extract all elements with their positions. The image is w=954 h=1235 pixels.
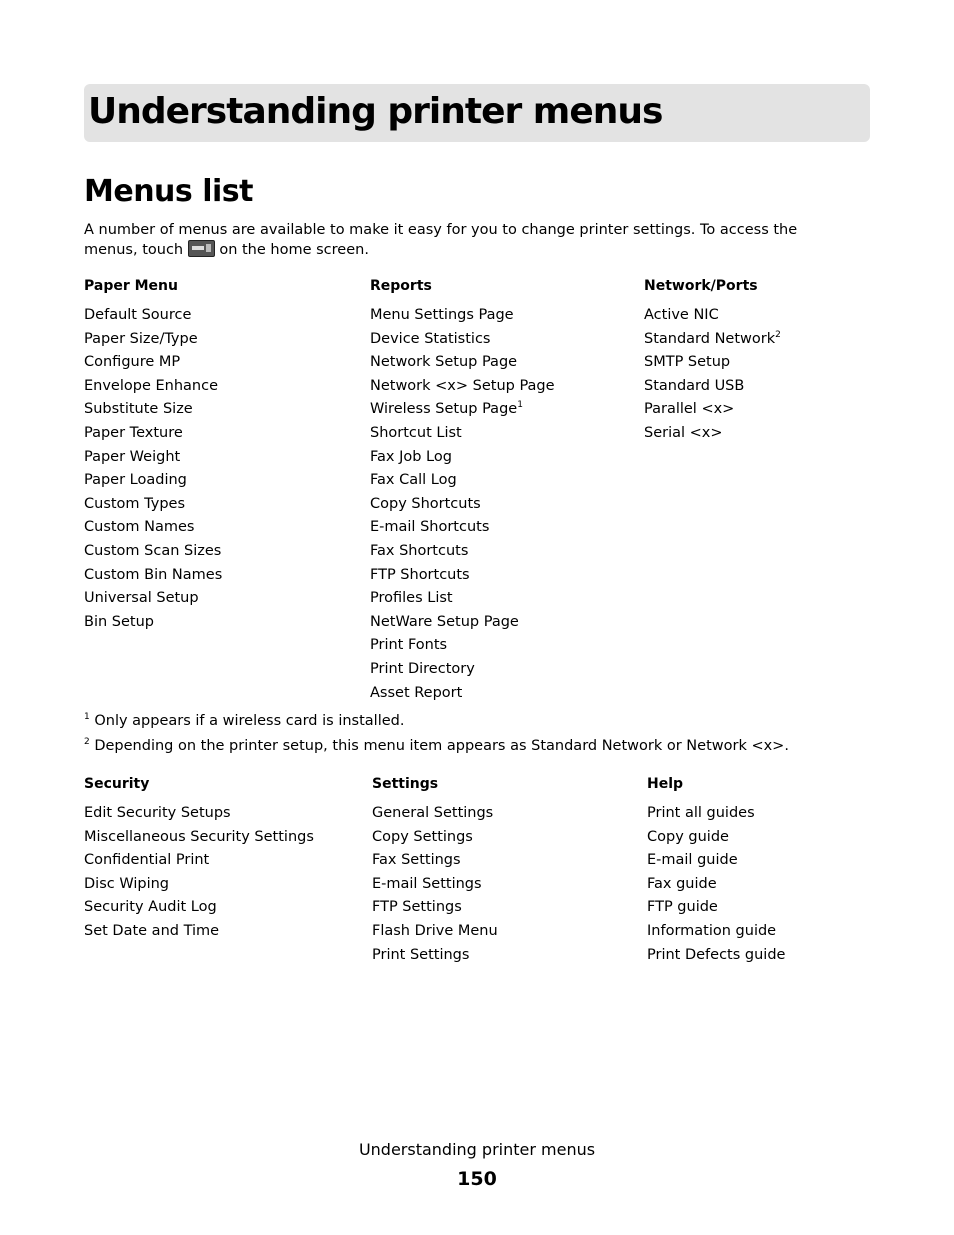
menu-list — [372, 802, 498, 967]
menu-item — [370, 493, 555, 517]
menu-item — [372, 826, 498, 850]
menu-item — [644, 328, 781, 352]
menu-item — [370, 540, 555, 564]
menu-item-label: Wireless Setup Page — [370, 401, 518, 418]
menu-item-label: NetWare Setup Page — [370, 613, 519, 630]
menu-item — [644, 375, 781, 399]
column-heading: Reports — [370, 278, 432, 294]
menu-item-label: Print Directory — [370, 660, 475, 677]
column-settings — [372, 774, 498, 967]
menu-item — [84, 826, 314, 850]
menu-item — [370, 422, 555, 446]
menu-item — [644, 304, 781, 328]
menu-item-label: Fax Call Log — [370, 472, 457, 489]
menu-item-label: Print all guides — [647, 805, 755, 821]
menu-item-label: Copy Settings — [372, 828, 473, 845]
menu-item-label: General Settings — [372, 805, 494, 821]
menu-item-label: Fax Job Log — [370, 448, 452, 465]
menu-item — [644, 351, 781, 375]
menu-item — [647, 873, 785, 897]
footnote-text: Only appears if a wireless card is installed. — [94, 713, 405, 729]
menu-item-label: Custom Scan Sizes — [84, 542, 222, 559]
menu-item-label: Fax Settings — [372, 852, 461, 869]
menu-item — [372, 920, 498, 944]
menu-item — [372, 849, 498, 873]
menu-item-label: Envelope Enhance — [84, 377, 218, 394]
menu-item-label: Copy guide — [647, 828, 729, 845]
menu-item-label: Asset Report — [370, 684, 463, 701]
menu-item — [647, 849, 785, 873]
menu-item-label: FTP Shortcuts — [370, 566, 470, 583]
column-heading: Help — [647, 776, 684, 792]
menu-item-label: Paper Loading — [84, 472, 187, 489]
menu-item-label: Paper Size/Type — [84, 330, 198, 347]
menu-item-label: Default Source — [84, 307, 192, 323]
menu-item — [370, 634, 555, 658]
menu-item — [84, 920, 314, 944]
menu-item-label: Custom Types — [84, 495, 186, 512]
menu-item-label: Configure MP — [84, 354, 181, 371]
column-reports — [370, 276, 555, 705]
column-security — [84, 774, 314, 944]
menu-item-label: Parallel <x> — [644, 401, 735, 418]
menu-item-label: Profiles List — [370, 590, 453, 607]
menu-item-label: Disc Wiping — [84, 875, 170, 892]
menu-item-label: Serial <x> — [644, 424, 723, 441]
menu-item-label: Paper Texture — [84, 424, 183, 441]
menu-item — [84, 422, 222, 446]
menu-item-label: Print Fonts — [370, 637, 448, 654]
menu-item-label: Fax guide — [647, 875, 717, 892]
menu-item-label: E-mail Shortcuts — [370, 519, 490, 536]
menu-item-label: Confidential Print — [84, 852, 210, 869]
menu-item — [372, 896, 498, 920]
menu-item-label: Shortcut List — [370, 424, 462, 441]
menu-item — [84, 611, 222, 635]
menu-item — [84, 304, 222, 328]
footer-title: Understanding printer menus — [358, 1140, 596, 1159]
menu-item-label: E-mail Settings — [372, 875, 482, 892]
menu-item-label: Network Setup Page — [370, 354, 518, 371]
menu-item-label: Custom Names — [84, 519, 195, 536]
footnote-mark: 1 — [84, 712, 90, 722]
menu-list — [647, 802, 785, 967]
footnote-text: Depending on the printer setup, this menu item appears as Standard Network or Network <x>. — [94, 738, 789, 754]
chapter-title-bar — [84, 84, 870, 142]
menu-item — [84, 446, 222, 470]
menu-item — [84, 564, 222, 588]
menu-list — [84, 802, 314, 944]
menu-item — [370, 398, 555, 422]
footnote-ref: 1 — [517, 400, 523, 411]
menu-item-label: Custom Bin Names — [84, 566, 223, 583]
footnote-2 — [84, 736, 789, 756]
chapter-title: Understanding printer menus — [88, 91, 663, 132]
menu-item-label: FTP Settings — [372, 899, 462, 916]
menu-list — [644, 304, 781, 446]
intro-text-after: on the home screen. — [219, 242, 369, 258]
menu-item — [370, 328, 555, 352]
column-heading: Security — [84, 776, 150, 792]
menu-item — [647, 826, 785, 850]
menu-item-label: Miscellaneous Security Settings — [84, 828, 314, 845]
menu-item — [84, 493, 222, 517]
menu-item-label: FTP guide — [647, 899, 718, 916]
column-paper-menu — [84, 276, 222, 634]
menu-item-label: Print Settings — [372, 946, 470, 963]
menu-item — [644, 398, 781, 422]
menu-item-label: Flash Drive Menu — [372, 922, 498, 939]
menu-item-label: Copy Shortcuts — [370, 495, 481, 512]
column-help — [647, 774, 785, 967]
section-title: Menus list — [84, 174, 253, 209]
column-network-ports — [644, 276, 781, 446]
menu-item-label: Network <x> Setup Page — [370, 377, 555, 394]
menu-list — [84, 304, 222, 634]
menu-item — [84, 540, 222, 564]
menu-item — [647, 802, 785, 826]
menu-item — [84, 351, 222, 375]
menu-item — [370, 375, 555, 399]
menu-item — [644, 422, 781, 446]
footnote-mark: 2 — [84, 737, 90, 747]
menu-item-label: E-mail guide — [647, 852, 738, 869]
menu-item-label: Fax Shortcuts — [370, 542, 469, 559]
menu-item — [372, 802, 498, 826]
intro-paragraph — [84, 220, 824, 260]
column-heading: Paper Menu — [84, 278, 178, 294]
menu-item — [370, 611, 555, 635]
menu-item-label: Print Defects guide — [647, 946, 786, 963]
menu-item — [370, 587, 555, 611]
menu-item-label: Information guide — [647, 922, 777, 939]
footnote-ref: 2 — [775, 329, 781, 340]
menu-item — [84, 469, 222, 493]
menu-item — [370, 564, 555, 588]
menu-item-label: Device Statistics — [370, 330, 491, 347]
menu-item — [370, 516, 555, 540]
menu-item — [84, 587, 222, 611]
menu-item — [370, 682, 555, 706]
menu-item-label: Paper Weight — [84, 448, 181, 465]
column-heading: Settings — [372, 776, 439, 792]
menu-item — [84, 849, 314, 873]
footnote-1 — [84, 711, 404, 731]
menu-item — [370, 469, 555, 493]
menu-item — [84, 375, 222, 399]
menu-item — [372, 873, 498, 897]
menu-item — [84, 398, 222, 422]
menu-item — [647, 920, 785, 944]
menu-list — [370, 304, 555, 705]
menu-item-label: Edit Security Setups — [84, 805, 231, 821]
page-number: 150 — [457, 1168, 497, 1190]
menu-item — [647, 944, 785, 968]
column-heading: Network/Ports — [644, 278, 758, 294]
menu-item-label: Standard USB — [644, 377, 745, 394]
menu-item — [372, 944, 498, 968]
menu-item-label: Set Date and Time — [84, 922, 220, 939]
menu-item — [370, 304, 555, 328]
menu-item — [370, 658, 555, 682]
menu-item — [370, 351, 555, 375]
menu-item-label: Substitute Size — [84, 401, 193, 418]
menu-item — [84, 328, 222, 352]
intro-text-before: A number of menus are available to make it easy for you to change printer settings. To access the menus, touch — [84, 222, 798, 258]
menu-item-label: Menu Settings Page — [370, 307, 514, 323]
menu-item — [84, 896, 314, 920]
menu-item-label: Security Audit Log — [84, 899, 217, 916]
menu-item — [647, 896, 785, 920]
menu-item-label: Standard Network — [644, 330, 776, 347]
menu-item-label: SMTP Setup — [644, 354, 731, 371]
menu-item — [84, 516, 222, 540]
menu-item — [370, 446, 555, 470]
menu-button-icon — [188, 240, 215, 257]
menu-item-label: Bin Setup — [84, 613, 154, 630]
menu-item-label: Active NIC — [644, 307, 719, 323]
menu-item — [84, 873, 314, 897]
menu-item-label: Universal Setup — [84, 590, 199, 607]
menu-item — [84, 802, 314, 826]
